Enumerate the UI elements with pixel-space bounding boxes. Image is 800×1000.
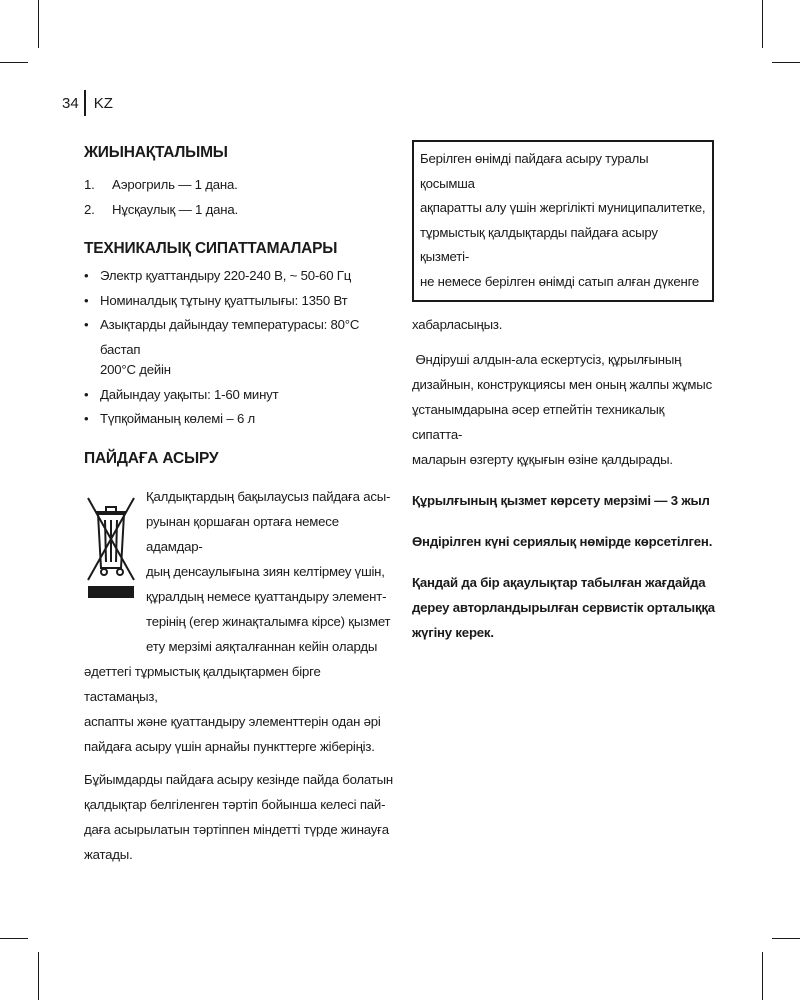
specs-title: ТЕХНИКАЛЫҚ СИПАТТАМАЛАРЫ [84,240,338,257]
crop-mark [762,952,763,1000]
text-line: пайдаға асыру үшін арнайы пункттерге жіберіңіз. [84,738,375,754]
text-line: әдеттегі тұрмыстық қалдықтармен бірге тастамаңыз, [84,663,321,704]
defect-notice [412,570,717,645]
package-title: ЖИЫНАҚТАЛЫМЫ [84,144,228,161]
page-number: 34 [62,94,79,112]
text-line: ету мерзімі аяқталғаннан кейін оларды [146,638,378,654]
text-line: тұрмыстық қалдықтарды пайдаға асыру қызметі- [420,224,658,264]
list-item: • Номиналдық тұтыну қуаттылығы: 1350 Вт [84,289,396,314]
list-text: Аэрогриль — 1 дана. [112,177,238,192]
list-item [84,172,396,197]
text-line: жатады. [84,846,133,862]
text-line: маларын өзгерту құқығын өзіне қалдырады. [412,452,673,467]
package-list [84,172,396,222]
spec-text: Азықтарды дайындау температурасы: 80°С бастап [100,317,360,357]
text-line: қалдықтар белгіленген тәртіп бойынша келесі пай- [84,796,386,812]
box-continuation: хабарласыңыз. [412,317,503,332]
list-item: • Түпқойманың көлемі – 6 л [84,407,396,432]
list-text: Нұсқаулық — 1 дана. [112,202,238,217]
right-column [412,140,717,645]
packaging-paragraph [84,767,396,867]
recycle-section [84,484,396,759]
list-number: 2. [84,202,95,217]
left-column [84,140,396,867]
crop-mark [762,0,763,48]
text-line: ұстанымдарына әсер етпейтін техникалық сипатта- [412,402,665,442]
crop-mark [772,938,800,939]
text-line: Құрылғының қызмет көрсету мерзімі — 3 жыл [412,493,710,508]
text-line: дереу авторландырылған сервистік орталыққа [412,600,715,615]
text-line: Өндіруші алдын-ала ескертусіз, құрылғының [412,352,682,367]
text-line: құралдың немесе қуаттандыру элемент- [146,588,387,604]
manufacture-date [412,529,717,554]
list-item [84,313,396,383]
text-line: Берілген өнімді пайдаға асыру туралы қосымша [420,151,649,191]
header-divider [84,90,86,116]
text-line: ақпаратты алу үшін жергілікті муниципалитетке, [420,200,706,215]
crop-mark [38,0,39,48]
crop-mark [38,952,39,1000]
list-item: • Электр қуаттандыру 220-240 В, ~ 50-60 Гц [84,264,396,289]
text-line: терінің (егер жинақталымға кірсе) қызмет [146,613,391,629]
list-number: 1. [84,177,95,192]
crop-mark [772,62,800,63]
specs-list [84,264,396,432]
text-line: дизайнын, конструкциясы мен оның жалпы жұмыс [412,377,712,392]
text-line: Бұйымдарды пайдаға асыру кезінде пайда болатын [84,771,393,787]
text-line: Қандай да бір ақаулықтар табылған жағдайда [412,575,706,590]
text-line: дың денсаулығына зиян келтірмеу үшін, [146,563,385,579]
info-box [412,140,714,302]
text-line: жүгіну керек. [412,625,494,640]
spec-text-continuation: 200°С дейін [100,362,171,377]
crossed-bin-icon [86,490,136,608]
service-life [412,488,717,513]
crop-mark [0,62,28,63]
text-line: не немесе берілген өнімді сатып алған дүкенге [420,273,700,289]
text-line: аспапты және қуаттандыру элементтерін одан әрі [84,713,381,729]
page-header [62,92,113,114]
list-item: • Дайындау уақыты: 1-60 минут [84,383,396,408]
recycle-title: ПАЙДАҒА АСЫРУ [84,449,219,467]
manufacturer-paragraph [412,347,717,472]
crop-mark [0,938,28,939]
text-line: даға асырылатын тәртіппен міндетті түрде жинауға [84,821,389,837]
text-line: руынан қоршаған ортаға немесе адамдар- [146,513,339,554]
list-item [84,197,396,222]
text-line: Қалдықтардың бақылаусыз пайдаға асы- [146,488,391,504]
language-code: KZ [93,94,113,112]
text-line: Өндірілген күні сериялық нөмірде көрсетілген. [412,534,713,549]
